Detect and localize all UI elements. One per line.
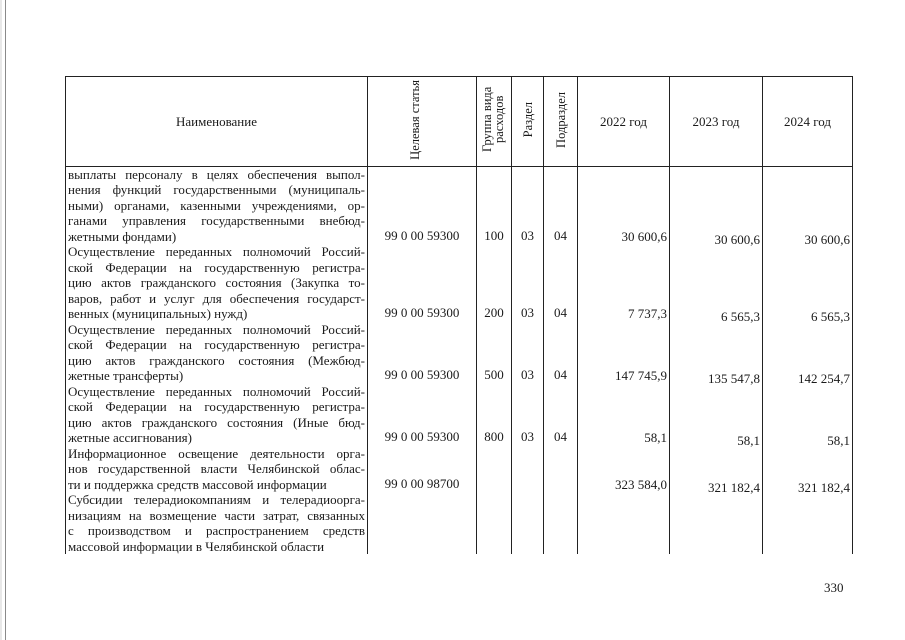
- row-subsection: 04: [544, 166, 578, 244]
- row-name: [66, 244, 368, 322]
- row-name-line: ской Федерации на государственную регистра-: [68, 399, 365, 414]
- row-section: [512, 446, 544, 493]
- row-value-2024: [763, 446, 853, 493]
- row-value-text: 321 182,4: [798, 479, 850, 495]
- header-target-article-label: Целевая статья: [408, 79, 422, 160]
- row-value-2023: [670, 446, 763, 493]
- table-row: [66, 244, 853, 322]
- row-subsection: [544, 492, 578, 554]
- row-name-line: Осуществление переданных полномочий Россий-: [68, 383, 365, 399]
- row-name-line: Информационное освещение деятельности орга-: [68, 445, 365, 461]
- table-row: [66, 492, 853, 554]
- header-year-2022: 2022 год: [578, 77, 670, 167]
- row-section: 03: [512, 384, 544, 446]
- row-value-text: 30 600,6: [621, 228, 667, 244]
- row-value-text: 58,1: [644, 430, 667, 445]
- row-value-2023: [670, 166, 763, 247]
- row-value-2023: [670, 492, 763, 554]
- table-row: [66, 322, 853, 384]
- row-name: [66, 166, 368, 244]
- row-name-line: ганами управления государственными внебюд-: [68, 213, 365, 228]
- scan-shadow: [0, 0, 2, 640]
- header-expense-group: [477, 77, 512, 167]
- row-section: 03: [512, 322, 544, 384]
- row-name-line: варов, работ и услуг для обеспечения государст-: [68, 290, 365, 306]
- row-name-line: выплаты персоналу в целях обеспечения выпол-: [68, 166, 365, 182]
- row-name-line: Субсидии телерадиокомпаниям и телерадиоорга-: [68, 492, 365, 507]
- header-section-label: Раздел: [520, 101, 535, 138]
- row-value-text: 30 600,6: [804, 231, 850, 247]
- row-expense-group: 200: [477, 244, 512, 322]
- row-value-2024: [763, 492, 853, 554]
- row-value-2024: [763, 166, 853, 247]
- row-expense-group: 500: [477, 322, 512, 384]
- row-value-2022: [578, 166, 670, 244]
- row-name-line: с производством и распространением средств: [68, 523, 365, 538]
- row-value-text: 323 584,0: [615, 476, 667, 492]
- row-value-2023: [670, 244, 763, 322]
- row-value-text: 135 547,8: [708, 371, 760, 386]
- header-expense-group-label: Группа вида расходов: [480, 86, 506, 153]
- header-year-2023: 2023 год: [670, 77, 763, 167]
- header-subsection-label: Подраздел: [553, 91, 568, 148]
- budget-table: [65, 76, 853, 554]
- row-expense-group: 100: [477, 166, 512, 244]
- row-expense-group: [477, 492, 512, 554]
- row-expense-group: 800: [477, 384, 512, 446]
- row-name-line: ными) органами, казенными учреждениями, ор-: [68, 197, 365, 213]
- table-row: [66, 446, 853, 493]
- header-section: [512, 77, 544, 167]
- row-name-line: цию актов гражданского состояния (Межбюд-: [68, 352, 365, 368]
- header-year-2024: 2024 год: [763, 77, 853, 167]
- row-value-text: 321 182,4: [708, 479, 760, 495]
- scan-edge-line: [5, 0, 6, 640]
- row-name-line: массовой информации в Челябинской области: [68, 538, 325, 554]
- row-value-2024: [763, 244, 853, 322]
- row-name-line: ской Федерации на государственную регистра-: [68, 259, 365, 275]
- row-target-article: 99 0 00 98700: [368, 446, 477, 493]
- row-name: [66, 446, 368, 493]
- row-name-line: низациям на возмещение части затрат, связанных: [68, 507, 365, 523]
- row-name-line: ти и поддержка средств массовой информации: [68, 476, 327, 492]
- row-section: 03: [512, 244, 544, 322]
- header-subsection: [544, 77, 578, 167]
- row-value-2024: [763, 384, 853, 446]
- row-name-line: Осуществление переданных полномочий Россий-: [68, 321, 365, 337]
- table-row: [66, 166, 853, 244]
- table-header-row: [66, 77, 853, 167]
- row-name-line: цию актов гражданского состояния (Иные бюд-: [68, 414, 365, 430]
- row-value-text: 6 565,3: [721, 309, 760, 324]
- row-target-article: 99 0 00 59300: [368, 322, 477, 384]
- row-value-2022: [578, 492, 670, 554]
- row-section: 03: [512, 166, 544, 244]
- row-name: [66, 384, 368, 446]
- table-row: [66, 384, 853, 446]
- row-name-line: венных (муниципальных) нужд): [68, 306, 248, 321]
- row-value-2022: [578, 322, 670, 384]
- header-name: Наименование: [66, 77, 368, 167]
- row-value-2023: [670, 322, 763, 384]
- row-value-text: 58,1: [827, 433, 850, 448]
- row-value-text: 7 737,3: [628, 306, 667, 321]
- row-name: [66, 492, 368, 554]
- row-name-line: Осуществление переданных полномочий Россий-: [68, 244, 365, 259]
- row-name-line: нов государственной власти Челябинской облас-: [68, 461, 365, 476]
- row-name-line: нения функций государственными (муниципаль-: [68, 182, 365, 197]
- row-target-article: 99 0 00 59300: [368, 384, 477, 446]
- row-name-line: жетные трансферты): [68, 368, 184, 383]
- row-value-text: 147 745,9: [615, 368, 667, 383]
- row-value-2022: [578, 446, 670, 493]
- row-section: [512, 492, 544, 554]
- row-value-text: 30 600,6: [714, 231, 760, 247]
- row-name-line: жетными фондами): [68, 228, 177, 244]
- row-target-article: [368, 492, 477, 554]
- row-subsection: 04: [544, 384, 578, 446]
- row-name-line: жетные ассигнования): [68, 430, 192, 445]
- row-value-2023: [670, 384, 763, 446]
- row-name-line: цию актов гражданского состояния (Закупка то-: [68, 275, 365, 290]
- table-body: [66, 166, 853, 554]
- row-value-text: 58,1: [737, 433, 760, 448]
- row-value-text: 142 254,7: [798, 371, 850, 386]
- row-expense-group: [477, 446, 512, 493]
- row-value-2022: [578, 384, 670, 446]
- row-subsection: 04: [544, 322, 578, 384]
- row-target-article: 99 0 00 59300: [368, 244, 477, 322]
- row-subsection: 04: [544, 244, 578, 322]
- row-subsection: [544, 446, 578, 493]
- row-name-line: ской Федерации на государственную регистра-: [68, 337, 365, 352]
- row-value-text: 6 565,3: [811, 309, 850, 324]
- row-name: [66, 322, 368, 384]
- row-target-article: 99 0 00 59300: [368, 166, 477, 244]
- page-number: 330: [824, 580, 844, 595]
- row-value-2022: [578, 244, 670, 322]
- header-target-article: [368, 77, 477, 167]
- row-value-2024: [763, 322, 853, 384]
